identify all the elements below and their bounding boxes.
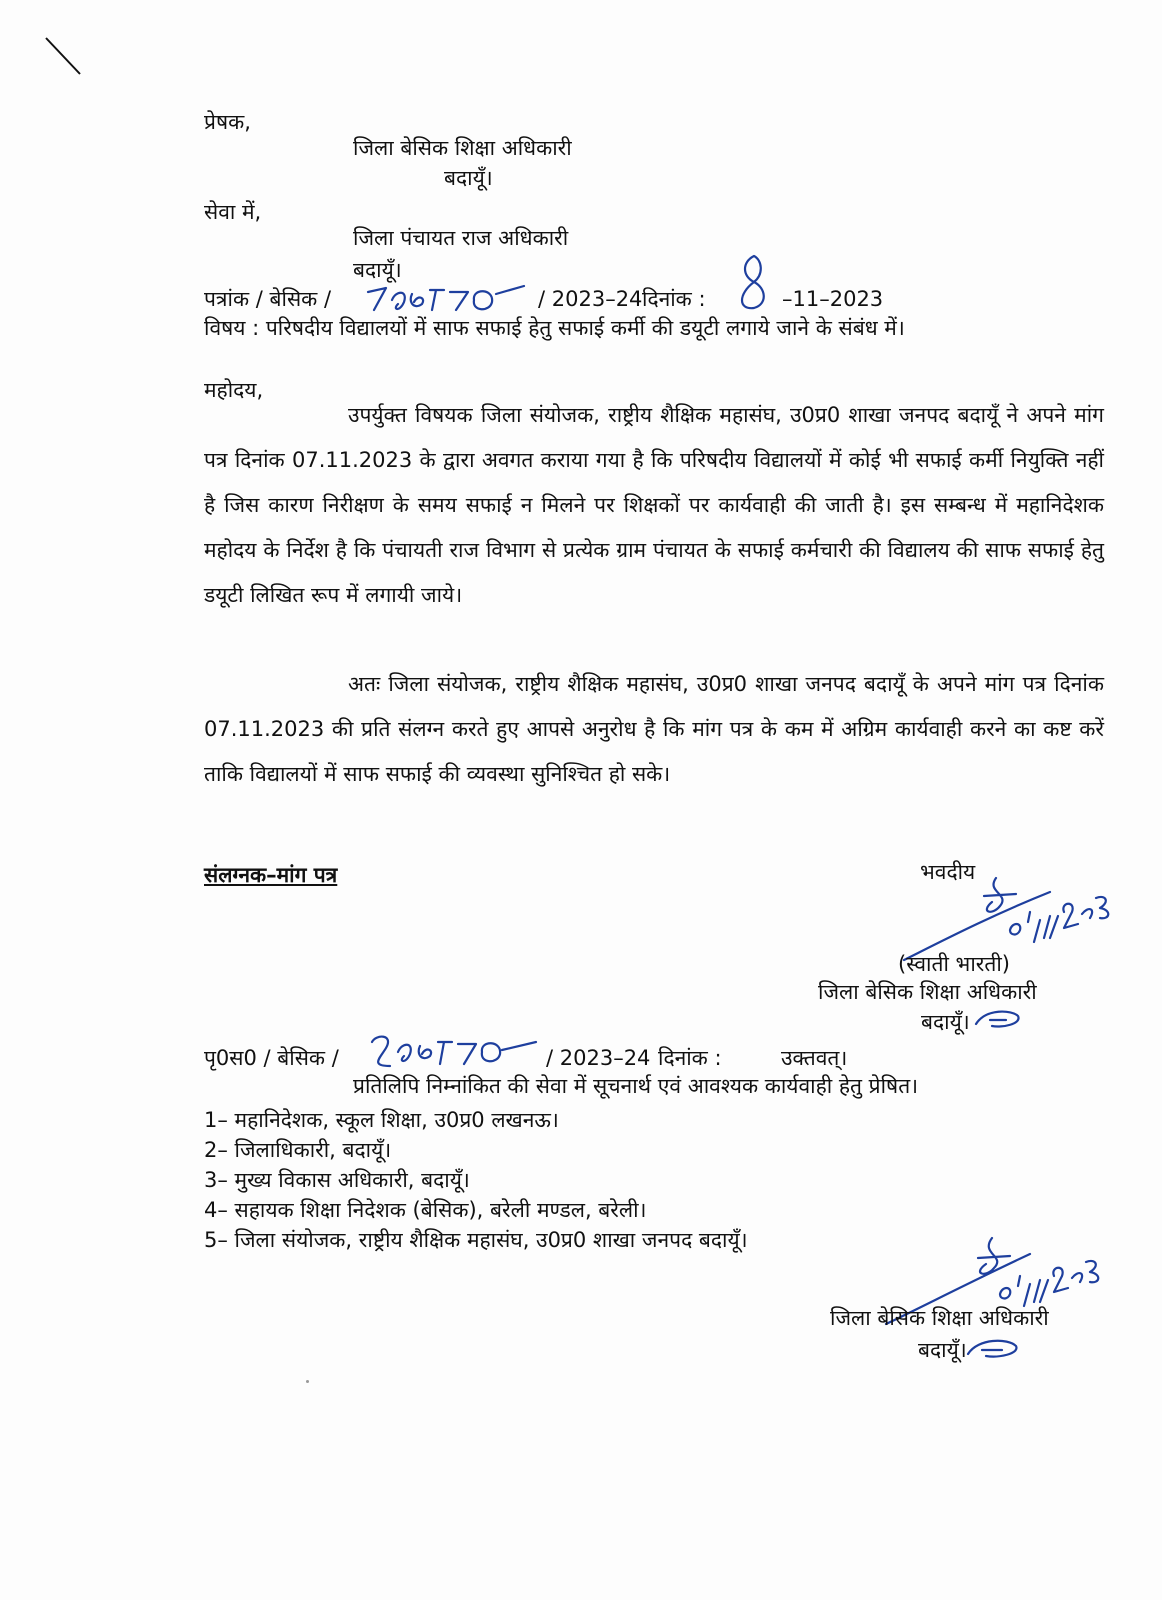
signature-handwritten <box>900 872 1140 962</box>
reference-year: / 2023–24 <box>538 287 643 311</box>
to-label: सेवा में, <box>204 200 262 224</box>
list-item: 1– महानिदेशक, स्कूल शिक्षा, उ0प्र0 लखनऊ। <box>204 1108 559 1132</box>
list-item: 2– जिलाधिकारी, बदायूँ। <box>204 1138 392 1162</box>
list-item: 3– मुख्य विकास अधिकारी, बदायूँ। <box>204 1168 470 1192</box>
copy-reference-year: / 2023–24 <box>546 1046 651 1070</box>
body-paragraph-1: उपर्युक्त विषयक जिला संयोजक, राष्ट्रीय शैक्षिक महासंघ, उ0प्र0 शाखा जनपद बदायूँ ने अपने मांग पत्र दिनांक 07.11.2023 के द्वारा अवगत कराया गया है कि परिषदीय विद्यालयों में कोई भी सफाई कर्मी नियुक्ति नहीं है जिस कारण निरीक्षण के समय सफाई न मिलने पर शिक्षकों पर कार्यवाही की जाती है। इस सम्बन्ध में महानिदेशक महोदय के निर्देश है कि पंचायती राज विभाग से प्रत्येक ग्राम पंचायत के सफाई कर्मचारी की विद्यालय की साफ सफाई हेतु डयूटी लिखित रूप में लगायी जाये। <box>204 403 1104 607</box>
list-item: 4– सहायक शिक्षा निदेशक (बेसिक), बरेली मण्डल, बरेली। <box>204 1198 647 1222</box>
copy-intro: प्रतिलिपि निम्नांकित की सेवा में सूचनार्थ एवं आवश्यक कार्यवाही हेतु प्रेषित। <box>353 1074 919 1098</box>
closing: भवदीय <box>920 860 976 884</box>
copy-reference-date-value: उक्तवत्। <box>781 1046 848 1070</box>
salutation: महोदय, <box>204 378 264 402</box>
footer-initial-handwritten <box>964 1332 1024 1362</box>
to-title: जिला पंचायत राज अधिकारी <box>353 226 569 250</box>
footer-designation: जिला बेसिक शिक्षा अधिकारी <box>830 1306 1049 1330</box>
place-initial-handwritten <box>972 1004 1026 1034</box>
corner-mark <box>44 36 84 78</box>
reference-prefix: पत्रांक / बेसिक / <box>204 287 332 311</box>
footer-place: बदायूँ। <box>918 1338 967 1362</box>
from-title: जिला बेसिक शिक्षा अधिकारी <box>353 136 572 160</box>
enclosure-note: संलग्नक–मांग पत्र <box>204 863 338 887</box>
to-place: बदायूँ। <box>353 258 402 282</box>
body-paragraph-2: अतः जिला संयोजक, राष्ट्रीय शैक्षिक महासंघ, उ0प्र0 शाखा जनपद बदायूँ के अपने मांग पत्र दिनांक 07.11.2023 की प्रति संलग्न करते हुए आपसे अनुरोध है कि मांग पत्र के कम में अग्रिम कार्यवाही करने का कष्ट करें ताकि विद्यालयों में साफ सफाई की व्यवस्था सुनिश्चित हो सके। <box>204 672 1104 786</box>
reference-date-handwritten <box>732 252 776 314</box>
from-place: बदायूँ। <box>444 166 493 190</box>
signatory-place: बदायूँ। <box>921 1010 970 1034</box>
signatory-name: (स्वाती भारती) <box>898 952 1010 976</box>
signatory-designation: जिला बेसिक शिक्षा अधिकारी <box>818 980 1037 1004</box>
copy-reference-prefix: पृ0स0 / बेसिक / <box>204 1046 339 1070</box>
subject-line: विषय : परिषदीय विद्यालयों में साफ सफाई हेतु सफाई कर्मी की डयूटी लगाये जाने के संबंध में। <box>204 316 905 340</box>
copy-reference-number-handwritten <box>366 1030 546 1076</box>
copy-reference-date-label: दिनांक : <box>658 1046 722 1070</box>
reference-date-suffix: –11–2023 <box>782 287 884 311</box>
paper-speck <box>306 1380 309 1383</box>
reference-date-label: दिनांक : <box>642 287 706 311</box>
from-label: प्रेषक, <box>204 110 251 134</box>
list-item: 5– जिला संयोजक, राष्ट्रीय शैक्षिक महासंघ, उ0प्र0 शाखा जनपद बदायूँ। <box>204 1228 748 1252</box>
reference-number-handwritten <box>364 280 534 320</box>
